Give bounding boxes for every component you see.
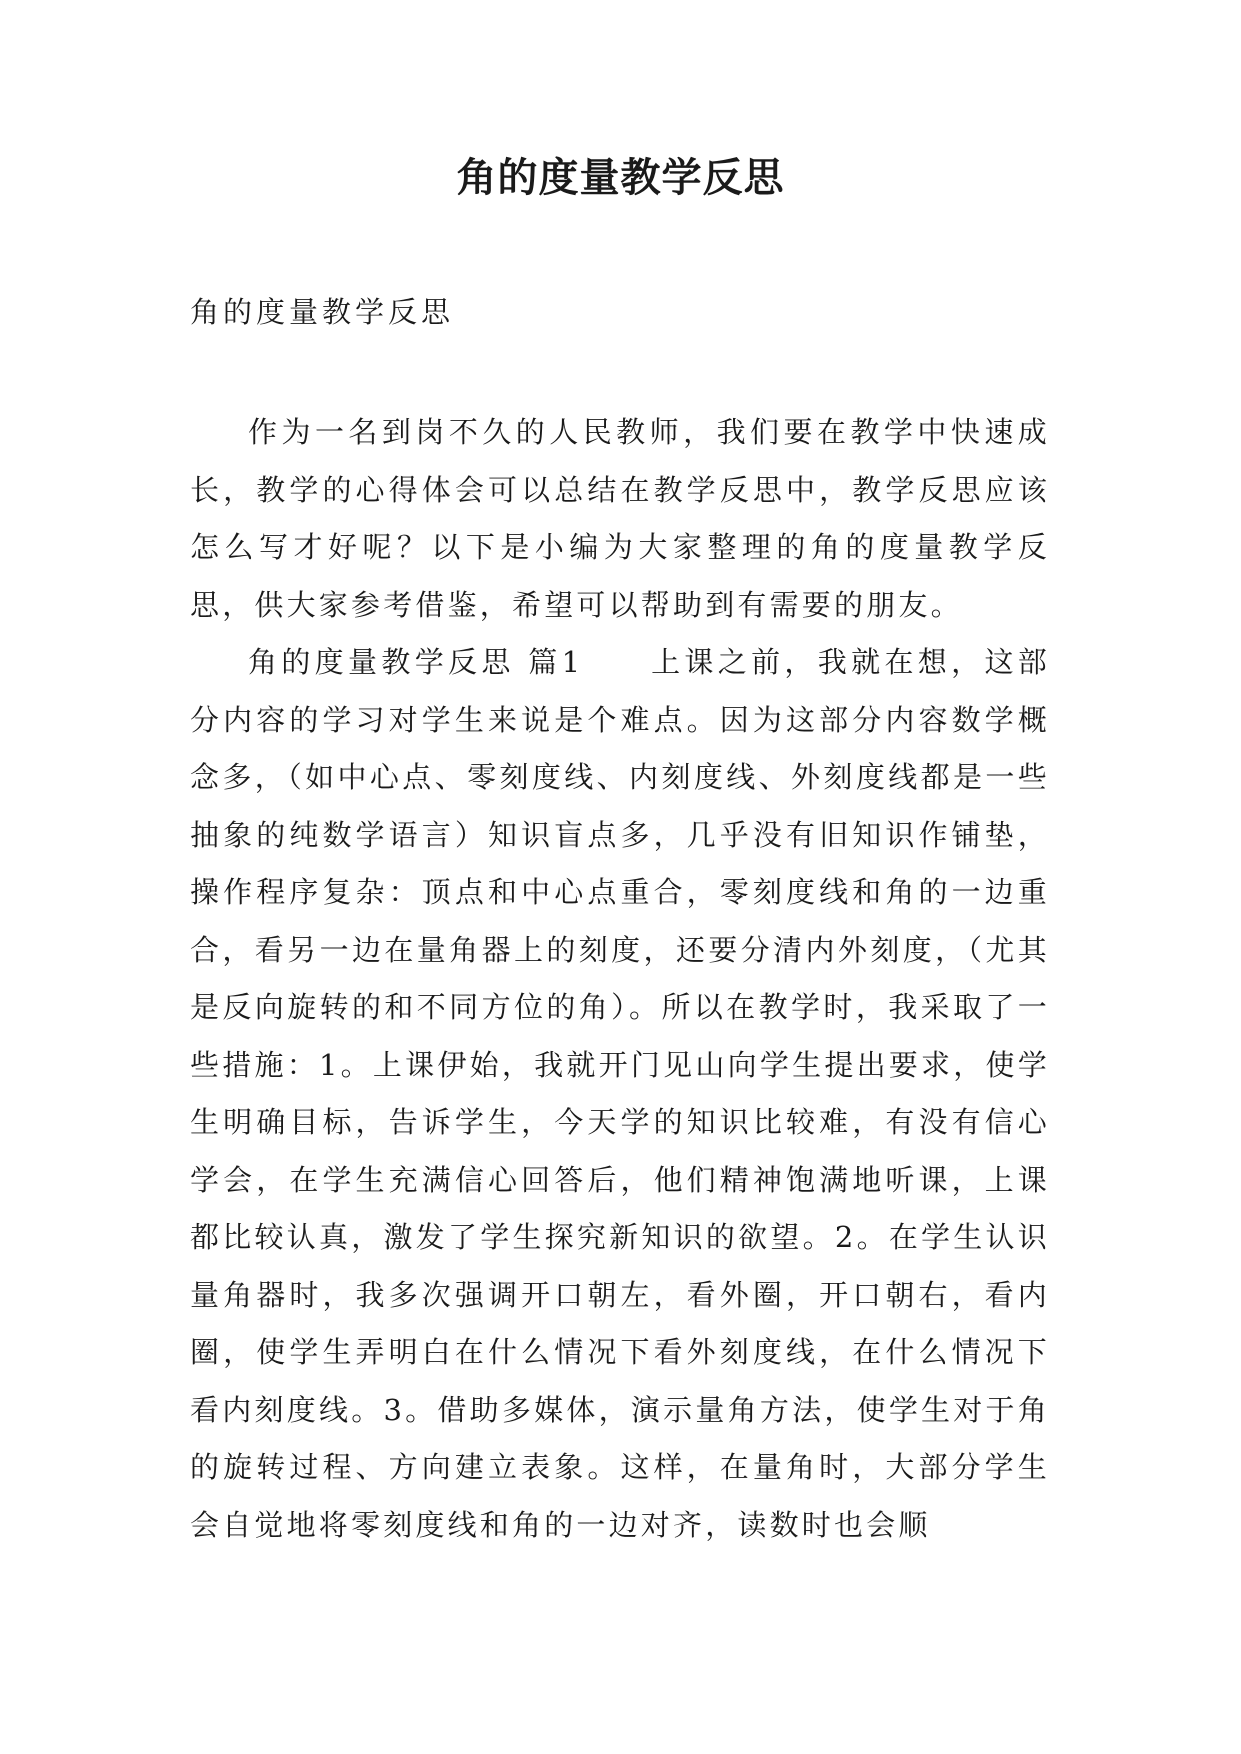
paragraph-intro: 作为一名到岗不久的人民教师，我们要在教学中快速成长，教学的心得体会可以总结在教学反思中，教学反思应该怎么写才好呢？以下是小编为大家整理的角的度量教学反思，供大家参考借鉴，希望可以帮助到有需要的朋友。 — [190, 415, 1050, 622]
document-body — [190, 404, 1050, 1554]
document-title: 角的度量教学反思 — [456, 155, 785, 201]
document-subtitle: 角的度量教学反思 — [190, 295, 455, 329]
paragraph-part-1: 角的度量教学反思 篇1 上课之前，我就在想，这部分内容的学习对学生来说是个难点。因为这部分内容数学概念多，（如中心点、零刻度线、内刻度线、外刻度线都是一些抽象的纯数学语言）知识盲点多，几乎没有旧知识作铺垫，操作程序复杂：顶点和中心点重合，零刻度线和角的一边重合，看另一边在量角器上的刻度，还要分清内外刻度，（尤其是反向旋转的和不同方位的角）。所以在教学时，我采取了一些措施：1。上课伊始，我就开门见山向学生提出要求，使学生明确目标，告诉学生，今天学的知识比较难，有没有信心学会，在学生充满信心回答后，他们精神饱满地听课，上课都比较认真，激发了学生探究新知识的欲望。2。在学生认识量角器时，我多次强调开口朝左，看外圈，开口朝右，看内圈，使学生弄明白在什么情况下看外刻度线，在什么情况下看内刻度线。3。借助多媒体，演示量角方法，使学生对于角的旋转过程、方向建立表象。这样，在量角时，大部分学生会自觉地将零刻度线和角的一边对齐，读数时也会顺 — [190, 645, 1050, 1542]
